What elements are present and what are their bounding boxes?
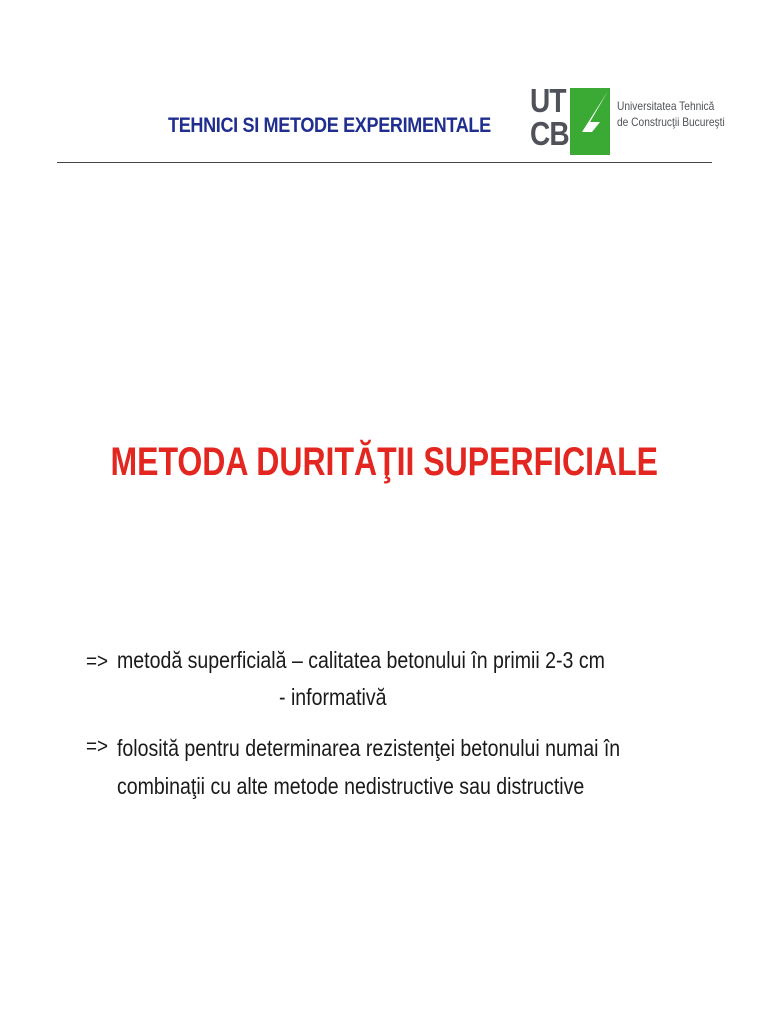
logo-line-2: de Construcţii Bucureşti	[617, 115, 725, 129]
logo-letters-top: UT	[530, 82, 566, 119]
slide-title	[0, 440, 768, 485]
bullet-1-line-1: metodă superficială – calitatea betonului în primii 2-3 cm	[117, 647, 605, 673]
slide-title-text: METODA DURITĂŢII SUPERFICIALE	[110, 440, 658, 484]
logo-letters	[530, 84, 574, 156]
bullet-2-line-1: folosită pentru determinarea rezistenţei betonului numai în	[117, 735, 621, 761]
bullet-1-line-2: - informativă	[279, 684, 387, 710]
bullet-1-arrow: =>	[86, 650, 109, 673]
header-title: TEHNICI SI METODE EXPERIMENTALE	[168, 114, 491, 137]
bullet-2-arrow: =>	[86, 735, 109, 758]
logo-lightning-icon	[570, 88, 610, 155]
header-divider	[57, 162, 712, 163]
logo-line-1: Universitatea Tehnică	[617, 99, 715, 113]
logo-university-name	[617, 98, 725, 130]
utcb-logo	[530, 82, 725, 156]
logo-letters-bottom: CB	[530, 115, 569, 152]
bullet-2-line-2: combinaţii cu alte metode nedistructive sau distructive	[117, 773, 585, 799]
